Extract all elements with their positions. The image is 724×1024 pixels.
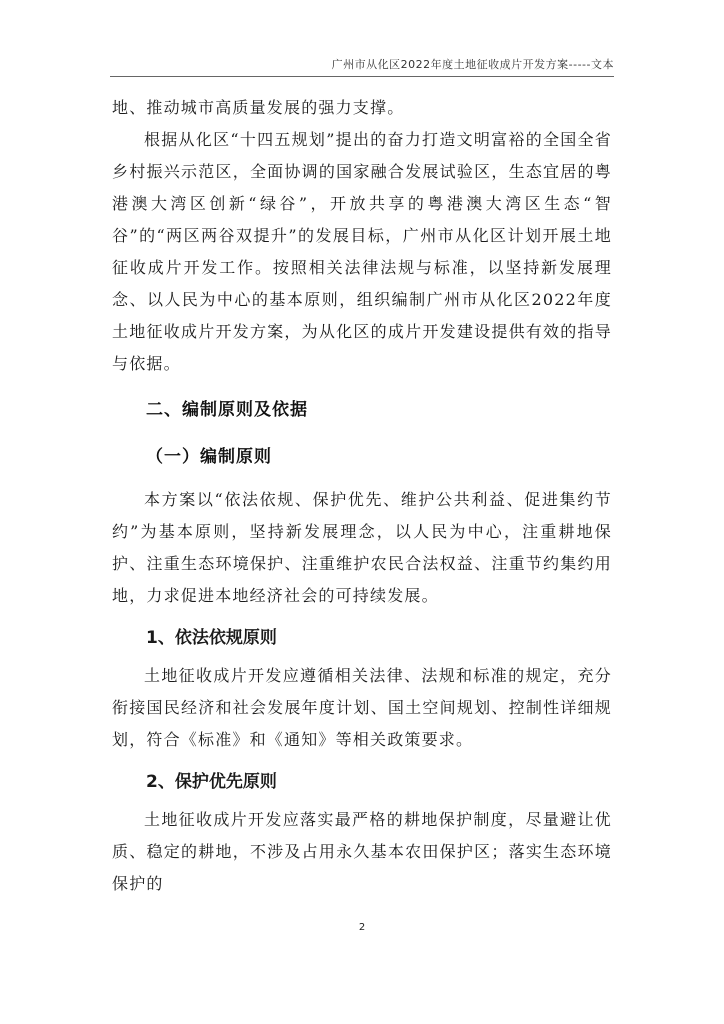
principle-heading-protection: 2、保护优先原则 <box>146 772 277 792</box>
header-rule <box>110 76 614 77</box>
principle-heading-legal: 1、依法依规原则 <box>146 628 277 648</box>
section-heading: 二、编制原则及依据 <box>146 400 308 420</box>
page-number: 2 <box>358 922 366 933</box>
paragraph-principles: 本方案以“依法依规、保护优先、维护公共利益、促进集约节约”为基本原则，坚持新发展理念，以人民为中心，注重耕地保护、注重生态环境保护、注重维护农民合法权益、注重节约集约用地，力求促进本地经济社会的可持续发展。 <box>112 490 612 605</box>
paragraph-legal: 土地征收成片开发应遵循相关法律、法规和标准的规定，充分衔接国民经济和社会发展年度计划、国土空间规划、控制性详细规划，符合《标准》和《通知》等相关政策要求。 <box>112 666 612 749</box>
paragraph-protection: 土地征收成片开发应落实最严格的耕地保护制度，尽量避让优质、稳定的耕地，不涉及占用永久基本农田保护区；落实生态环境保护的 <box>112 810 612 893</box>
paragraph-background: 根据从化区“十四五规划”提出的奋力打造文明富裕的全国全省乡村振兴示范区，全面协调的国家融合发展试验区，生态宜居的粤港澳大湾区创新“绿谷”，开放共享的粤港澳大湾区生态“智谷”的“两区两谷双提升”的发展目标，广州市从化区计划开展土地征收成片开发工作。按照相关法律法规与标准，以坚持新发展理念、以人民为中心的基本原则，组织编制广州市从化区2022年度土地征收成片开发方案，为从化区的成片开发建设提供有效的指导与依据。 <box>112 130 612 373</box>
paragraph-continuation: 地、推动城市高质量发展的强力支撑。 <box>112 98 405 117</box>
running-header: 广州市从化区2022年度土地征收成片开发方案-----文本 <box>331 58 614 71</box>
subsection-heading: （一）编制原则 <box>146 447 272 467</box>
page-body <box>112 92 612 900</box>
